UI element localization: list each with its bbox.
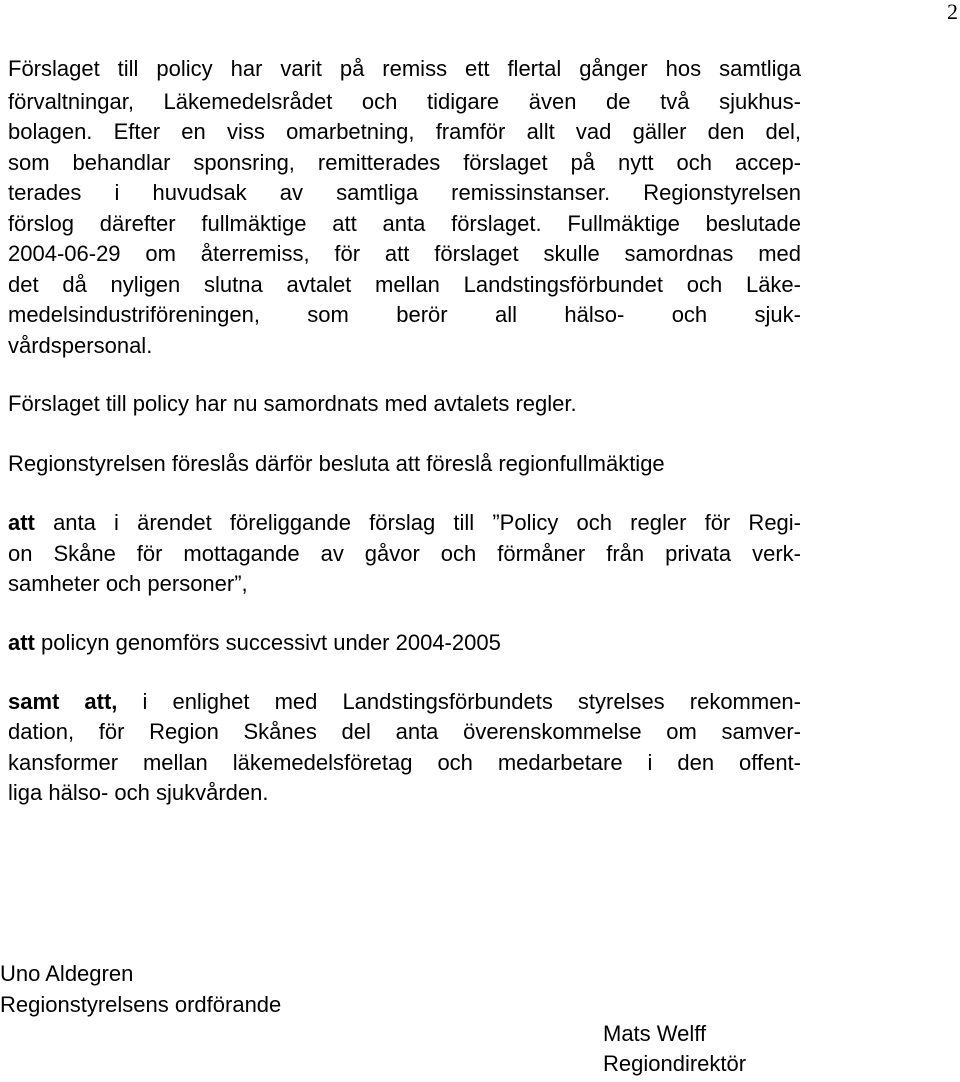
proposal-keyword: att (8, 510, 35, 535)
proposal-item-2 (8, 630, 501, 656)
signatory-name: Uno Aldegren (0, 961, 134, 986)
paragraph-samordnats: Förslaget till policy har nu samordnats med avtalets regler. (8, 391, 577, 416)
page-number: 2 (947, 0, 958, 24)
paragraph-line: bolagen. Efter en viss omarbetning, framför allt vad gäller den del, (8, 119, 801, 144)
proposal-line: liga hälso- och sjukvården. (8, 780, 269, 805)
paragraph-proposal-intro: Regionstyrelsen föreslås därför besluta att föreslå regionfullmäktige (8, 451, 665, 476)
paragraph-line: det då nyligen slutna avtalet mellan Landstingsförbundet och Läke- (8, 272, 801, 297)
signatory-name: Mats Welff (603, 1021, 707, 1046)
paragraph-line: som behandlar sponsring, remitterades förslaget på nytt och accep- (8, 150, 801, 175)
paragraph-line: terades i huvudsak av samtliga remissinstanser. Regionstyrelsen (8, 180, 801, 205)
paragraph-line: Förslaget till policy har varit på remiss ett flertal gånger hos samtliga (8, 56, 801, 81)
proposal-line (8, 689, 801, 715)
paragraph-line: medelsindustriföreningen, som berör all hälso- och sjuk- (8, 302, 801, 327)
paragraph-line: förslog därefter fullmäktige att anta förslaget. Fullmäktige beslutade (8, 211, 801, 236)
paragraph-line: 2004-06-29 om återremiss, för att förslaget skulle samordnas med (8, 241, 801, 266)
proposal-line: samheter och personer”, (8, 571, 248, 596)
proposal-line: kansformer mellan läkemedelsföretag och medarbetare i den offent- (8, 750, 801, 775)
proposal-line: on Skåne för mottagande av gåvor och förmåner från privata verk- (8, 541, 801, 566)
paragraph-line: förvaltningar, Läkemedelsrådet och tidigare även de två sjukhus- (8, 89, 801, 114)
signatory-title: Regiondirektör (603, 1051, 747, 1076)
proposal-keyword: att (8, 630, 35, 655)
proposal-text: i enlighet med Landstingsförbundets styrelses rekommen- (117, 689, 801, 714)
paragraph-line: vårdspersonal. (8, 333, 153, 358)
proposal-line: dation, för Region Skånes del anta överenskommelse om samver- (8, 719, 801, 744)
proposal-keyword: samt att, (8, 689, 118, 714)
signatory-title: Regionstyrelsens ordförande (0, 992, 282, 1017)
proposal-line (8, 510, 801, 536)
proposal-text: anta i ärendet föreliggande förslag till ”Policy och regler för Regi- (34, 510, 801, 535)
proposal-text: policyn genomförs successivt under 2004-2005 (34, 630, 501, 655)
